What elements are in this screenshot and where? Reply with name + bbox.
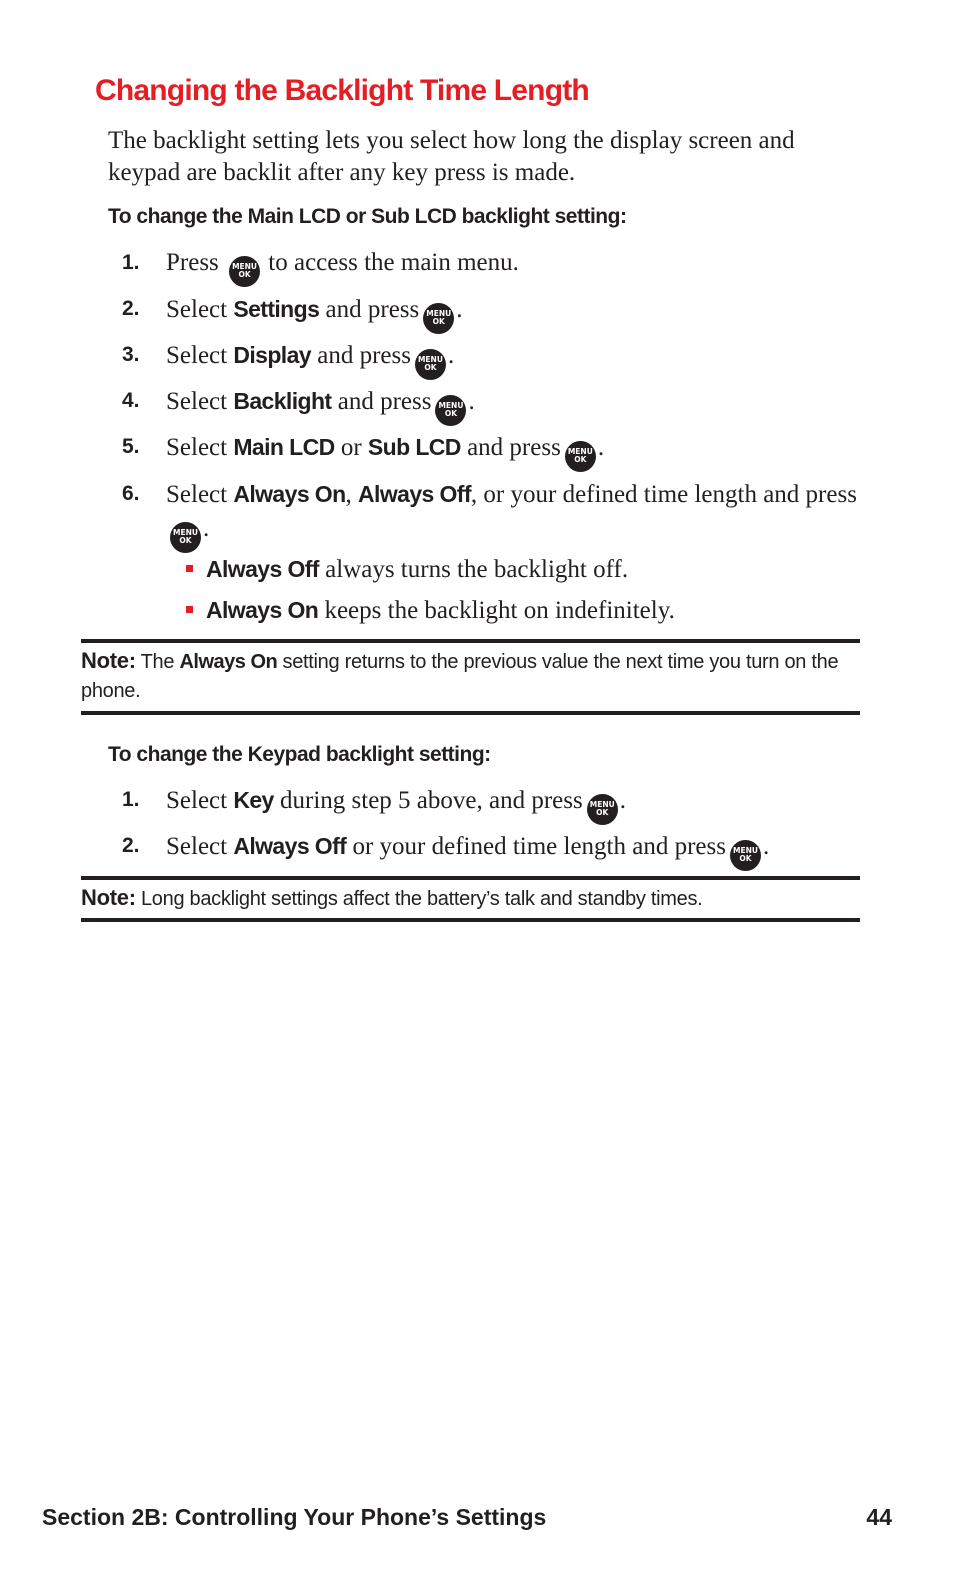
step-text: to access the main menu. <box>268 249 519 276</box>
step-text: and press <box>325 296 420 323</box>
bullet-square-icon <box>186 606 193 613</box>
step-6: 6. Select Always On, Always Off, or your defined time length and pressMENU OK . <box>122 477 862 553</box>
keyword-key: Key <box>233 787 274 813</box>
bullet-text: keeps the backlight on indefinitely. <box>324 597 675 624</box>
bullet-always-off <box>186 552 866 587</box>
menu-ok-key-icon: MENU OK <box>415 349 446 380</box>
step-text: Select <box>166 296 228 323</box>
step-3: 3. Select Display and press MENU OK . <box>122 338 862 380</box>
page-title: Changing the Backlight Time Length <box>95 74 589 107</box>
note-top-rule <box>81 876 860 880</box>
step-number: 1. <box>122 251 140 274</box>
step-text: or <box>340 434 362 461</box>
step-number: 2. <box>122 834 140 857</box>
footer-section-title: Section 2B: Controlling Your Phone’s Settings <box>42 1504 547 1530</box>
note-bottom-rule <box>81 711 860 715</box>
keyword-always-off: Always Off <box>206 556 319 582</box>
step-text: Select <box>166 833 228 860</box>
step-text: Select <box>166 434 228 461</box>
keyword-backlight: Backlight <box>233 388 332 414</box>
subheading-keypad: To change the Keypad backlight setting: <box>108 743 491 766</box>
menu-ok-key-icon: MENU OK <box>229 256 260 287</box>
keyword-main-lcd: Main LCD <box>233 434 335 460</box>
step-number: 5. <box>122 435 140 458</box>
note-bottom-rule <box>81 918 860 922</box>
note-label: Note: <box>81 885 136 910</box>
keyword-always-on: Always On <box>206 597 319 623</box>
keyword-settings: Settings <box>233 296 320 322</box>
step-number: 2. <box>122 297 140 320</box>
subheading-main-sub-lcd: To change the Main LCD or Sub LCD backlight setting: <box>108 205 627 228</box>
step-text: and press <box>317 342 411 369</box>
keyword-always-off: Always Off <box>358 481 471 507</box>
note-always-on: Note: The Always On setting returns to the previous value the next time you turn on the phone. <box>81 648 839 702</box>
page-number: 44 <box>866 1504 892 1530</box>
keyword-sub-lcd: Sub LCD <box>367 434 461 460</box>
step-number: 3. <box>122 343 140 366</box>
step-4: 4. Select Backlight and press MENU OK . <box>122 384 862 426</box>
step-text: Select <box>166 481 228 508</box>
step-text: , or your defined time length and press <box>470 481 857 508</box>
step-text: Press <box>166 249 219 276</box>
note-text: setting returns to the previous value the next time you turn on the phone. <box>81 651 839 702</box>
menu-ok-key-icon: MENU OK <box>170 522 201 553</box>
bullet-always-on <box>186 593 866 628</box>
step-number: 6. <box>122 482 140 505</box>
bullet-square-icon <box>186 565 193 572</box>
menu-ok-key-icon: MENU OK <box>730 840 761 871</box>
step-text: and press <box>337 388 432 415</box>
keyword-display: Display <box>233 342 311 368</box>
keypad-step-2: 2. Select Always Off or your defined time length and press MENU OK . <box>122 829 862 871</box>
menu-ok-key-icon: MENU OK <box>435 395 466 426</box>
note-label: Note: <box>81 648 136 673</box>
note-battery <box>81 883 856 914</box>
step-5: 5. Select Main LCD or Sub LCD and press MENU OK . <box>122 430 862 472</box>
menu-ok-key-icon: MENU OK <box>565 441 596 472</box>
bullet-text: always turns the backlight off. <box>325 556 629 583</box>
menu-ok-key-icon: MENU OK <box>587 794 618 825</box>
step-number: 1. <box>122 788 140 811</box>
note-text: Long backlight settings affect the battery’s talk and standby times. <box>140 888 703 910</box>
note-top-rule <box>81 639 860 643</box>
step-text: during step 5 above, and press <box>280 787 583 814</box>
keypad-step-1: 1. Select Key during step 5 above, and press MENU OK . <box>122 783 862 825</box>
intro-paragraph: The backlight setting lets you select how long the display screen and keypad are backlit after any key press is made. <box>108 127 795 186</box>
step-1 <box>122 246 862 287</box>
step-2: 2. Select Settings and press MENU OK . <box>122 292 862 334</box>
step-text: or your defined time length and press <box>352 833 726 860</box>
step-text: Select <box>166 342 228 369</box>
keyword-always-on: Always On <box>233 481 346 507</box>
menu-ok-key-icon: MENU OK <box>423 303 454 334</box>
keyword-always-on: Always On <box>179 651 278 673</box>
step-text: and press <box>467 434 561 461</box>
step-text: Select <box>166 787 228 814</box>
keyword-always-off: Always Off <box>233 833 347 859</box>
step-text: Select <box>166 388 228 415</box>
step-number: 4. <box>122 389 140 412</box>
